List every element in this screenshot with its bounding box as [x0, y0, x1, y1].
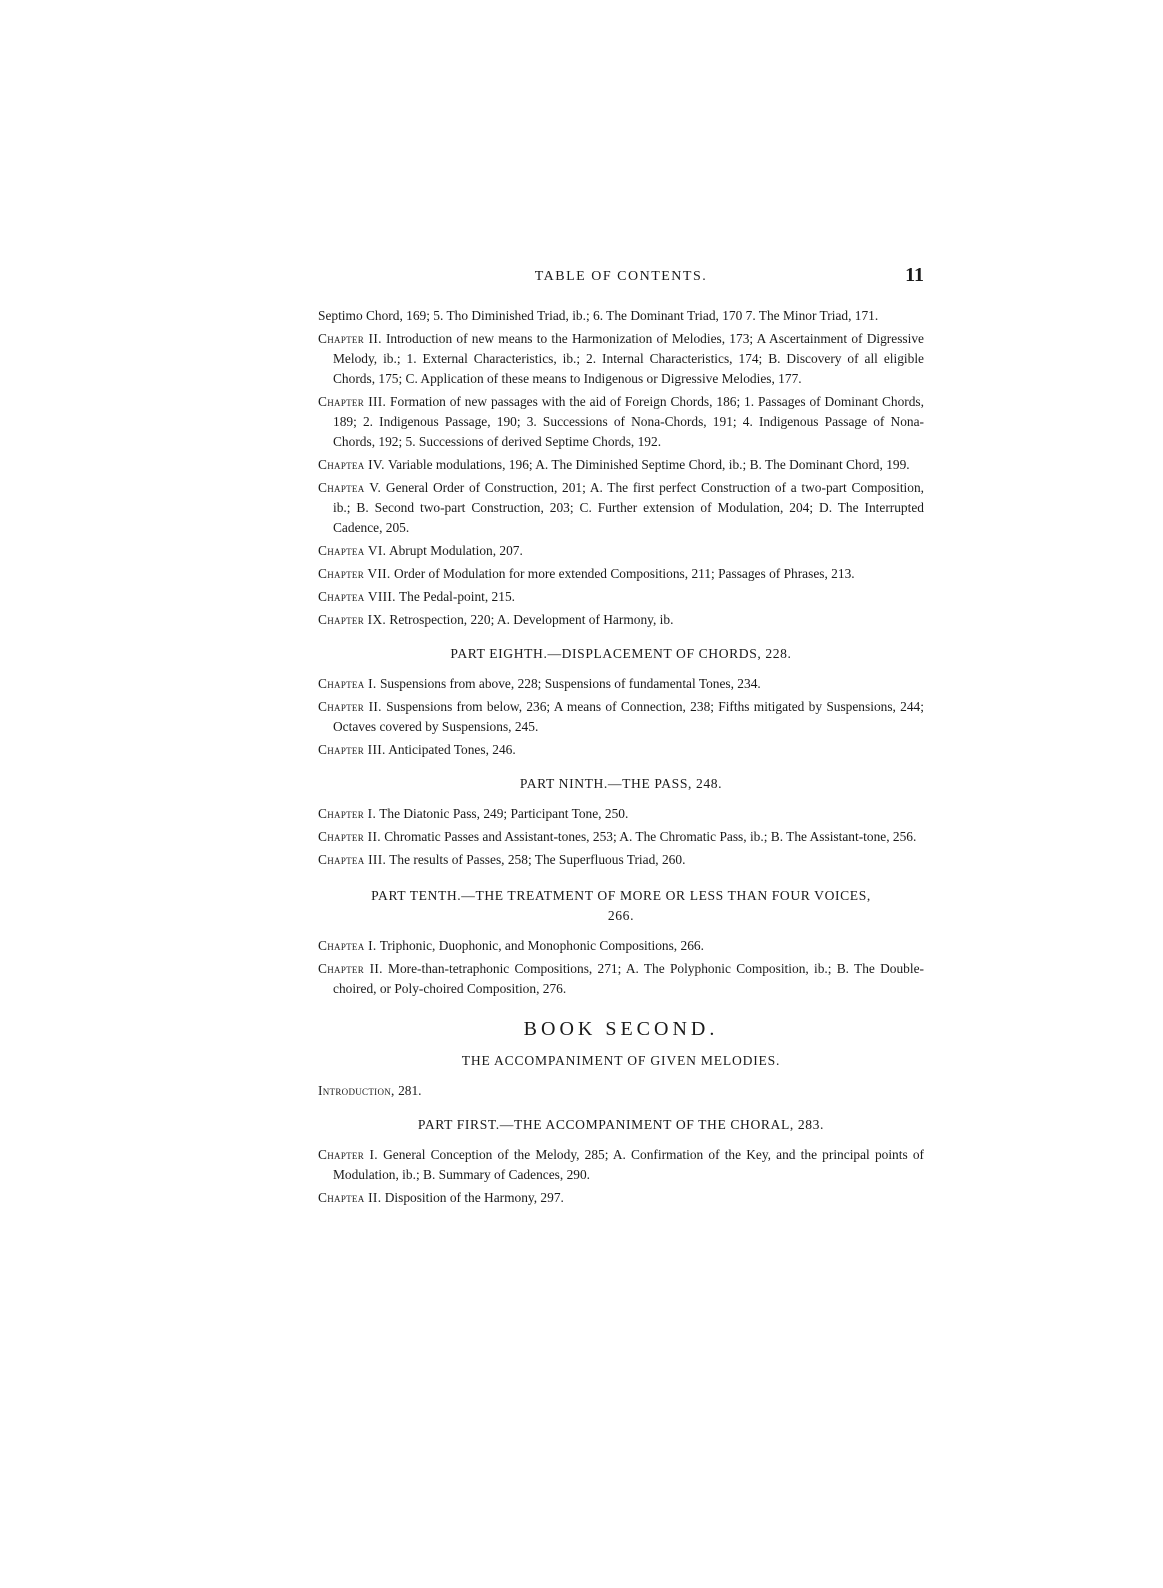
entry-text: Suspensions from below, 236; A means of Connection, 238; Fifths mitigated by Suspensions, 244; Octaves covered by Suspensions, 245.	[333, 699, 924, 734]
chapter-label: Chaptea VIII.	[318, 589, 396, 604]
toc-entry	[318, 478, 924, 538]
toc-entry	[318, 959, 924, 999]
entry-text: More-than-tetraphonic Compositions, 271; A. The Polyphonic Composition, ib.; B. The Double-choired, or Poly-choired Composition, 276.	[333, 961, 924, 996]
toc-entry	[318, 697, 924, 737]
entry-text: Formation of new passages with the aid of Foreign Chords, 186; 1. Passages of Dominant Chords, 189; 2. Indigenous Passage, 190; 3. Successions of Nona-Chords, 191; 4. Indigenous Passage of Nona-Chords, 192; 5. Successions of derived Septime Chords, 192.	[333, 394, 924, 449]
part-heading: PART FIRST.—THE ACCOMPANIMENT OF THE CHORAL, 283.	[417, 1117, 825, 1132]
chapter-label: Chapter III.	[318, 742, 386, 757]
chapter-label: Chaptea I.	[318, 676, 377, 691]
book-subheading: THE ACCOMPANIMENT OF GIVEN MELODIES.	[461, 1053, 781, 1068]
entry-text: The results of Passes, 258; The Superfluous Triad, 260.	[389, 852, 686, 867]
toc-entry	[318, 329, 924, 389]
introduction-entry	[318, 1081, 924, 1101]
entry-text: Anticipated Tones, 246.	[388, 742, 516, 757]
toc-entry	[318, 306, 924, 326]
toc-entry	[318, 455, 924, 475]
entry-text: 281.	[398, 1083, 422, 1098]
chapter-label: Chaptea IV.	[318, 457, 385, 472]
entry-text: Septimo Chord, 169; 5. Tho Diminished Triad, ib.; 6. The Dominant Triad, 170 7. The Minor Triad, 171.	[318, 308, 879, 323]
chapter-label: Chaptea II.	[318, 1190, 382, 1205]
toc-entry	[318, 610, 924, 630]
toc-entry	[318, 392, 924, 452]
toc-entry	[318, 850, 924, 870]
entry-text: Variable modulations, 196; A. The Diminished Septime Chord, ib.; B. The Dominant Chord, 199.	[387, 457, 910, 472]
toc-entry	[318, 564, 924, 584]
toc-entry	[318, 936, 924, 956]
chapter-label: Chapter II.	[318, 829, 381, 844]
entry-text: Abrupt Modulation, 207.	[388, 543, 523, 558]
entry-text: Order of Modulation for more extended Compositions, 211; Passages of Phrases, 213.	[393, 566, 855, 581]
entry-text: General Order of Construction, 201; A. The first perfect Construction of a two-part Composition, ib.; B. Second two-part Construction, 203; C. Further extension of Modulation, 204; D. The Interrupted Cadence, 205.	[333, 480, 925, 535]
running-title: TABLE OF CONTENTS.	[534, 269, 708, 284]
part-heading: PART NINTH.—THE PASS, 248.	[519, 776, 723, 791]
entry-text: Introduction of new means to the Harmonization of Melodies, 173; A Ascertainment of Digressive Melody, ib.; 1. External Characteristics, ib.; 2. Internal Characteristics, 174; B. Discovery of all eligible Chords, 175; C. Application of these means to Indigenous or Digressive Melodies, 177.	[333, 331, 924, 386]
entry-text: Disposition of the Harmony, 297.	[384, 1190, 564, 1205]
running-header	[318, 266, 924, 290]
chapter-label: Chapter II.	[318, 699, 382, 714]
chapter-label: Chaptea III.	[318, 852, 387, 867]
entry-text: The Pedal-point, 215.	[398, 589, 515, 604]
part-heading: PART TENTH.—THE TREATMENT OF MORE OR LESS THAN FOUR VOICES, 266.	[371, 888, 871, 923]
entry-text: General Conception of the Melody, 285; A. Confirmation of the Key, and the principal points of Modulation, ib.; B. Summary of Cadences, 290.	[333, 1147, 924, 1182]
entry-text: Chromatic Passes and Assistant-tones, 253; A. The Chromatic Pass, ib.; B. The Assistant-tone, 256.	[384, 829, 917, 844]
entry-text: The Diatonic Pass, 249; Participant Tone, 250.	[379, 806, 629, 821]
chapter-label: Chapter I.	[318, 806, 377, 821]
chapter-label: Chapter II.	[318, 331, 382, 346]
toc-entry	[318, 1188, 924, 1208]
toc-entry	[318, 674, 924, 694]
chapter-label: Introduction,	[318, 1083, 395, 1098]
entry-text: Suspensions from above, 228; Suspensions of fundamental Tones, 234.	[379, 676, 761, 691]
entry-text: Retrospection, 220; A. Development of Harmony, ib.	[389, 612, 674, 627]
toc-entry	[318, 1145, 924, 1185]
toc-entry	[318, 587, 924, 607]
chapter-label: Chapter II.	[318, 961, 383, 976]
entry-text: Triphonic, Duophonic, and Monophonic Compositions, 266.	[379, 938, 704, 953]
chapter-label: Chapter I.	[318, 1147, 378, 1162]
chapter-label: Chapter VII.	[318, 566, 391, 581]
page-number: 11	[905, 264, 924, 286]
chapter-label: Chaptea V.	[318, 480, 382, 495]
toc-entry	[318, 740, 924, 760]
book-heading: BOOK SECOND.	[523, 1018, 719, 1040]
table-of-contents	[318, 306, 924, 1211]
toc-entry	[318, 541, 924, 561]
chapter-label: Chapter IX.	[318, 612, 387, 627]
chapter-label: Chapter III.	[318, 394, 387, 409]
toc-entry	[318, 827, 924, 847]
chapter-label: Chaptea VI.	[318, 543, 387, 558]
part-heading: PART EIGHTH.—DISPLACEMENT OF CHORDS, 228.	[450, 646, 792, 661]
chapter-label: Chaptea I.	[318, 938, 377, 953]
toc-entry	[318, 804, 924, 824]
